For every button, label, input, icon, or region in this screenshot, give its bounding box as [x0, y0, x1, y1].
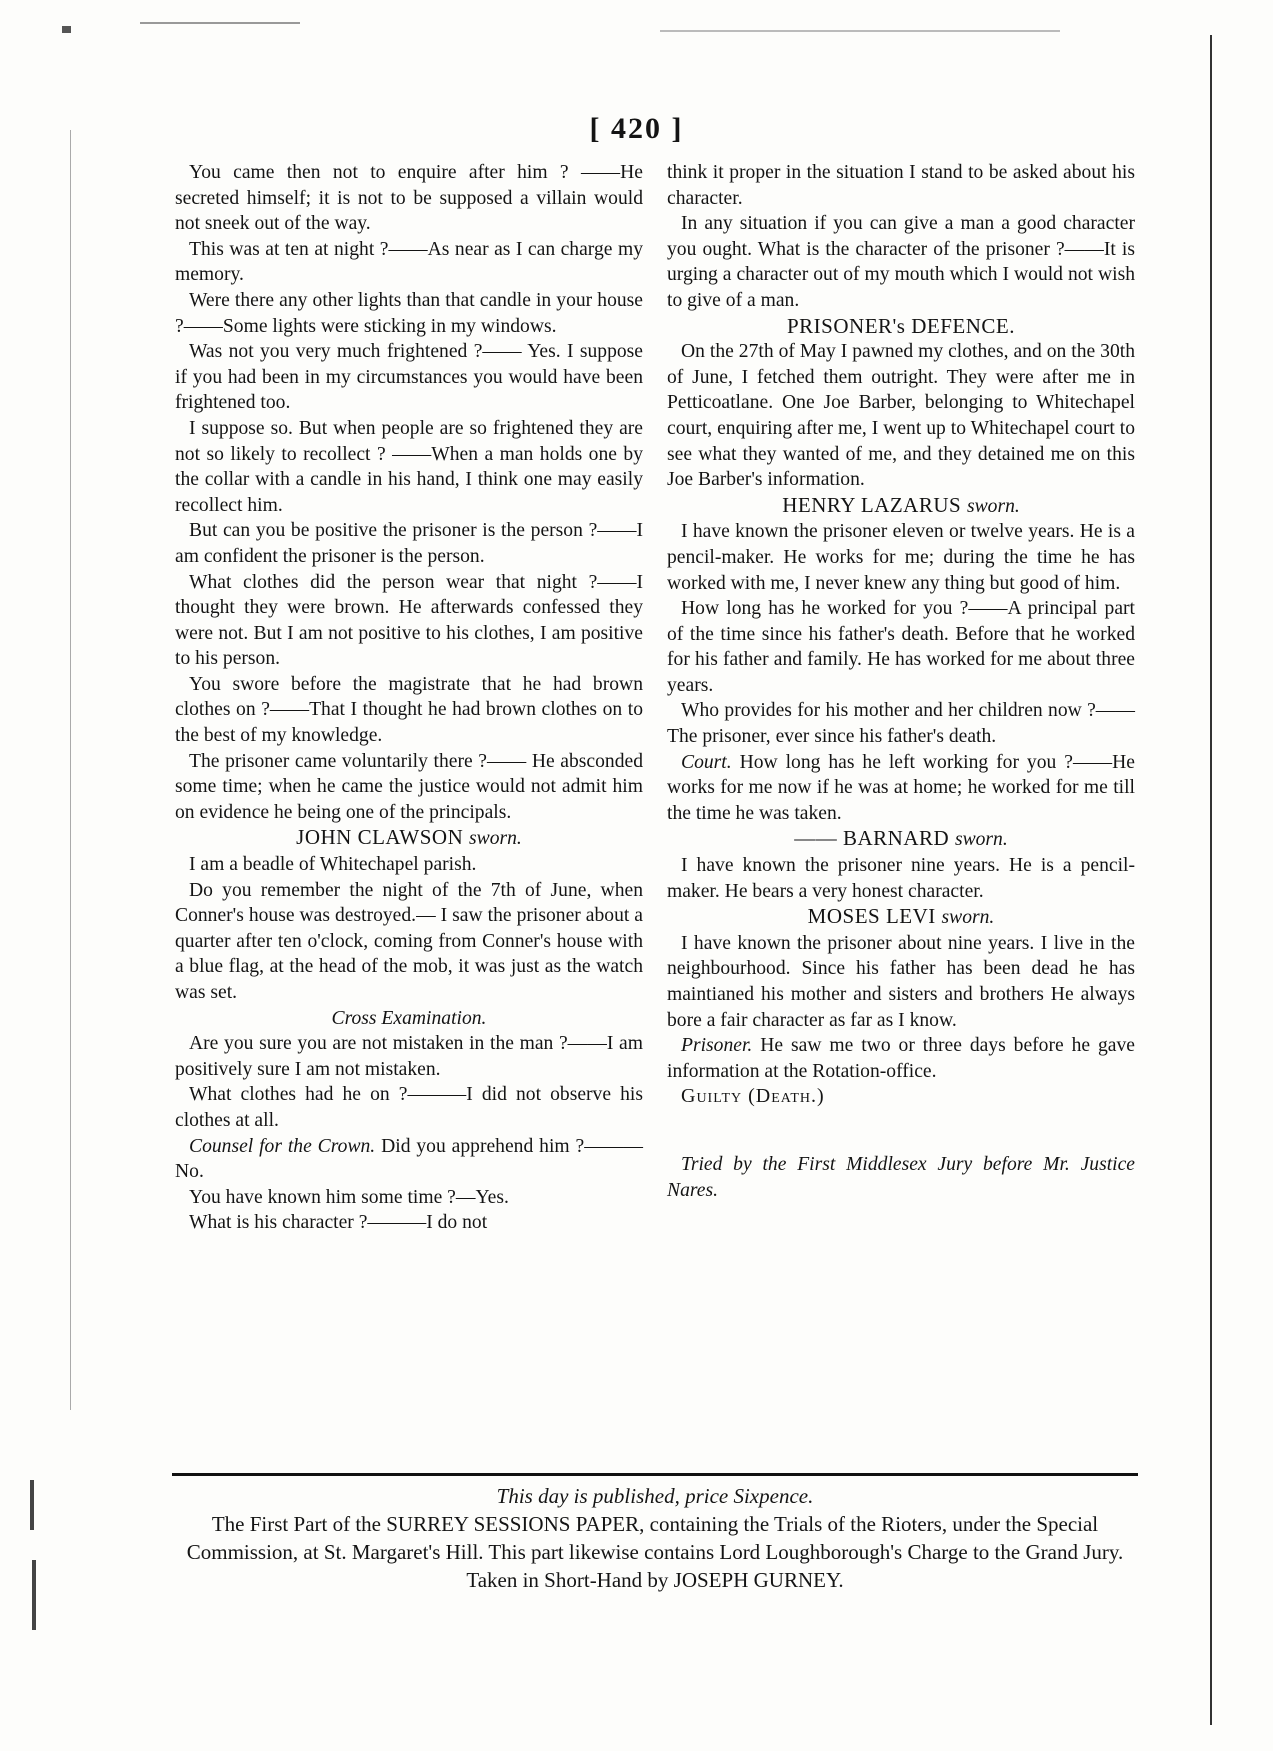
heading-suffix: sworn.	[954, 829, 1008, 851]
speaker-paragraph	[667, 750, 1135, 827]
witness-heading	[667, 314, 1135, 340]
paragraph: How long has he worked for you ?——A principal part of the time since his father's death. Before that he worked for his father and family. He has worked for me about three years.	[667, 598, 1135, 696]
witness-heading	[667, 904, 1135, 931]
speaker-label: Court.	[681, 751, 732, 773]
paragraph: The prisoner came voluntarily there ?—— He absconded some time; when he came the justice would not admit him on evidence he being one of the principals.	[175, 750, 643, 823]
paragraph: I suppose so. But when people are so frightened they are not so likely to recollect ? ——When a man holds one by the collar with a candle in his hand, I think one may easily recollect him.	[175, 417, 643, 516]
paragraph: But can you be positive the prisoner is the person ?——I am confident the prisoner is the person.	[175, 520, 643, 567]
speaker-text: Did you apprehend him ?———No.	[175, 1135, 643, 1183]
paragraph: think it proper in the situation I stand to be asked about his character.	[667, 162, 1135, 209]
speaker-text: He saw me two or three days before he gave information at the Rotation-office.	[667, 1035, 1135, 1082]
paragraph: You have known him some time ?—Yes.	[189, 1186, 509, 1208]
heading-suffix: sworn.	[469, 828, 522, 850]
advert-body: The First Part of the SURREY SESSIONS PAPER, containing the Trials of the Rioters, under the Special Commission, at St. Margaret's Hill. This part likewise contains Lord Loughborough's Charge to the Grand Jury. Taken in Short-Hand by JOSEPH GURNEY.	[186, 1512, 1124, 1592]
paragraph: Were there any other lights than that candle in your house ?——Some lights were sticking in my windows.	[175, 289, 643, 337]
heading-name: JOHN CLAWSON	[296, 825, 464, 850]
footer-rule	[172, 1473, 1138, 1476]
scan-edge-line	[1210, 35, 1212, 1725]
heading-name: —— BARNARD	[794, 826, 950, 851]
scan-speck	[140, 22, 300, 24]
scan-speck	[660, 30, 1060, 32]
heading-name: MOSES LEVI	[807, 904, 936, 929]
advert-headline: This day is published, price Sixpence.	[496, 1484, 814, 1508]
paragraph: You swore before the magistrate that he had brown clothes on ?——That I thought he had brown clothes on to the best of my knowledge.	[175, 673, 643, 747]
left-column	[175, 160, 643, 1455]
heading-name: PRISONER's DEFENCE.	[787, 313, 1015, 338]
paragraph: I have known the prisoner about nine years. I live in the neighbourhood. Since his father has been dead he has maintianed his mother and sisters and brothers He always bore a fair character as far as I know.	[667, 932, 1135, 1031]
paragraph: Who provides for his mother and her children now ?——The prisoner, ever since his father's death.	[667, 700, 1135, 748]
paragraph: On the 27th of May I pawned my clothes, and on the 30th of June, I fetched them outright. They were after me in Petticoatlane. One Joe Barber, belonging to Whitechapel court, enquiring after me, I went up to Whitechapel court to see what they wanted of me, and they detained me on this Joe Barber's information.	[667, 341, 1135, 491]
paragraph: Was not you very much frightened ?—— Yes. I suppose if you had been in my circumstances you would have been frightened too.	[175, 341, 643, 414]
speaker-paragraph	[667, 1033, 1135, 1084]
paragraph: What clothes did the person wear that night ?——I thought they were brown. He afterwards confessed they were not. But I am not positive to his clothes, I am positive to his person.	[175, 571, 643, 670]
paragraph: I have known the prisoner eleven or twelve years. He is a pencil-maker. He works for me; during the time he has worked with me, I never knew any thing but good of him.	[667, 521, 1135, 594]
paragraph: What clothes had he on ?———I did not observe his clothes at all.	[175, 1084, 643, 1131]
scan-speck	[62, 26, 71, 33]
paragraph: Do you remember the night of the 7th of June, when Conner's house was destroyed.— I saw the prisoner about a quarter after ten o'clock, coming from Conner's house with a blue flag, at the head of the mob, it was just as the watch was set.	[175, 879, 643, 1003]
paragraph: What is his character ?———I do not	[189, 1212, 488, 1234]
paragraph: In any situation if you can give a man a good character you ought. What is the character of the prisoner ?——It is urging a character out of my mouth which I would not wish to give of a man.	[667, 213, 1135, 311]
trial-note: Tried by the First Middlesex Jury before Mr. Justice Nares.	[667, 1153, 1135, 1201]
speaker-paragraph	[175, 1134, 643, 1185]
witness-heading	[175, 825, 643, 852]
heading-suffix: sworn.	[941, 907, 995, 929]
right-column	[667, 160, 1135, 1455]
page-number: [ 420 ]	[589, 112, 684, 145]
witness-heading	[667, 493, 1135, 520]
paragraph: I am a beadle of Whitechapel parish.	[189, 854, 477, 876]
scan-speck	[32, 1560, 36, 1630]
speaker-label: Counsel for the Crown.	[189, 1135, 376, 1157]
verdict: Guilty (Death.)	[681, 1085, 825, 1108]
speaker-text: How long has he left working for you ?——He works for me now if he was at home; he worked for me till the time he was taken.	[667, 751, 1135, 824]
scan-edge-line	[70, 130, 71, 1410]
paragraph: I have known the prisoner nine years. He is a pencil-maker. He bears a very honest character.	[667, 855, 1135, 902]
heading-suffix: sworn.	[966, 495, 1020, 517]
speaker-label: Prisoner.	[681, 1035, 753, 1057]
paragraph: This was at ten at night ?——As near as I can charge my memory.	[175, 238, 643, 286]
witness-heading	[667, 826, 1135, 853]
text-columns	[175, 160, 1135, 1455]
advertisement	[172, 1482, 1138, 1594]
heading-name: HENRY LAZARUS	[782, 492, 962, 517]
paragraph: You came then not to enquire after him ? ——He secreted himself; it is not to be supposed a villain would not sneek out of the way.	[175, 162, 643, 235]
section-caption: Cross Examination.	[331, 1007, 487, 1029]
paragraph: Are you sure you are not mistaken in the man ?——I am positively sure I am not mistaken.	[175, 1033, 643, 1080]
scan-speck	[30, 1480, 34, 1530]
